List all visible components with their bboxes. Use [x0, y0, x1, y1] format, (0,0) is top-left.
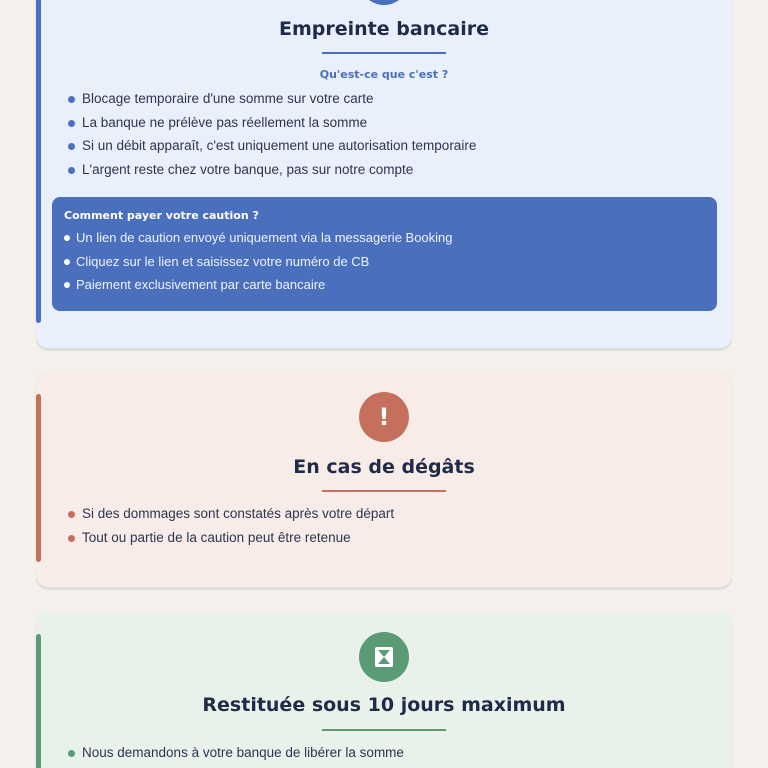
- bullet-dot: [64, 282, 70, 288]
- title-underline: [322, 490, 446, 492]
- bullet-dot: [68, 96, 75, 103]
- list-item-text: Si un débit apparaît, c'est uniquement une autorisation temporaire: [82, 138, 477, 153]
- accent-bar: [36, 394, 41, 562]
- list-item: [68, 158, 476, 182]
- bullet-list: [68, 741, 404, 765]
- bank-imprint-card: [36, 0, 732, 348]
- payment-box-title: Comment payer votre caution ?: [64, 209, 259, 222]
- title-underline: [322, 52, 446, 54]
- title-underline: [322, 729, 446, 731]
- list-item-text: Tout ou partie de la caution peut être retenue: [82, 529, 351, 545]
- list-item-text: Un lien de caution envoyé uniquement via la messagerie Booking: [76, 230, 453, 245]
- bullet-dot: [64, 259, 70, 265]
- list-item: [68, 741, 404, 765]
- bullet-dot: [68, 511, 75, 518]
- list-item-text: Si des dommages sont constatés après votre départ: [82, 506, 395, 521]
- bullet-dot: [64, 235, 70, 241]
- hourglass-glyph: [375, 647, 393, 667]
- card-title: Empreinte bancaire: [278, 18, 490, 40]
- bullet-dot: [68, 535, 75, 542]
- list-item-text: Nous demandons à votre banque de libérer la somme: [82, 745, 404, 760]
- card-title: En cas de dégâts: [293, 456, 475, 478]
- list-item: [68, 502, 394, 526]
- section-subheading: Qu'est-ce que c'est ?: [319, 68, 449, 81]
- list-item: [64, 250, 453, 274]
- list-item-text: Blocage temporaire d'une somme sur votre carte: [82, 91, 374, 106]
- list-item-text: L'argent reste chez votre banque, pas sur notre compte: [82, 161, 414, 177]
- bullet-dot: [68, 143, 75, 150]
- list-item: [64, 273, 453, 297]
- payment-steps-list: [64, 226, 453, 297]
- bullet-dot: [68, 167, 75, 174]
- refund-card: [36, 612, 732, 768]
- accent-bar: [36, 0, 41, 323]
- bullet-dot: [68, 120, 75, 127]
- exclamation-icon: !: [359, 392, 409, 442]
- list-item-text: Cliquez sur le lien et saisissez votre numéro de CB: [76, 253, 370, 269]
- payment-instructions-box: [52, 197, 717, 311]
- bullet-list: [68, 87, 476, 181]
- bullet-dot: [68, 750, 75, 757]
- list-item-text: La banque ne prélève pas réellement la somme: [82, 114, 368, 130]
- list-item: [64, 226, 453, 250]
- card-icon: [359, 0, 409, 5]
- list-item: [68, 134, 476, 158]
- list-item-text: Paiement exclusivement par carte bancaire: [76, 277, 326, 292]
- list-item: [68, 526, 394, 550]
- card-title: Restituée sous 10 jours maximum: [202, 694, 566, 716]
- hourglass-icon: [359, 632, 409, 682]
- bullet-list: [68, 502, 394, 549]
- list-item: [68, 87, 476, 111]
- list-item: [68, 111, 476, 135]
- damages-card: [36, 372, 732, 587]
